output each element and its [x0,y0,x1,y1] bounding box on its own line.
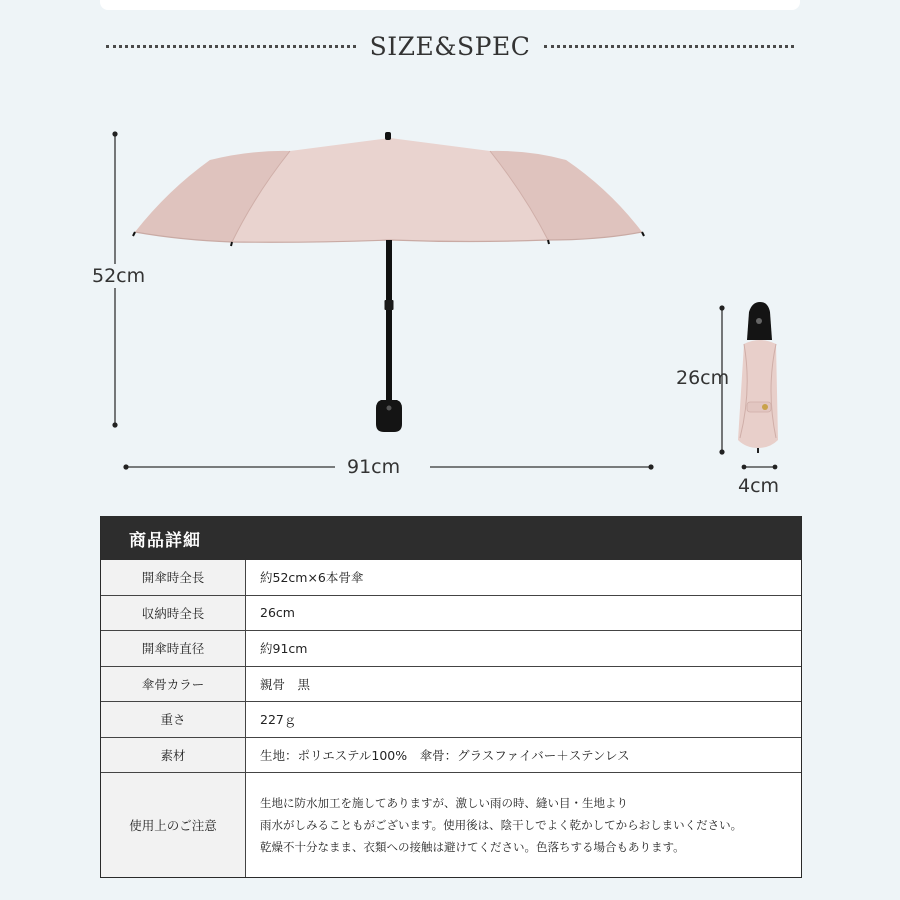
table-row [101,701,801,737]
folded-width-end-left [742,465,747,470]
open-diameter-label: 91cm [339,455,408,479]
folded-handle-button [756,318,762,324]
height-dimension-end-top [112,131,117,136]
table-row [101,630,801,666]
row-value: 26cm [260,605,295,621]
spec-table [100,516,802,878]
row-key: 収納時全長 [101,596,246,631]
folded-canopy [738,340,778,448]
table-row [101,737,801,773]
rib-tip [642,232,644,236]
notice-line: 乾燥不十分なまま、衣類への接触は避けてください。色落ちする場合もあります。 [260,839,685,854]
section-title: SIZE&SPEC [369,31,531,61]
shaft [386,240,392,400]
row-key: 重さ [101,702,246,737]
notice-value [246,773,801,877]
row-value: 親骨 黒 [260,676,311,692]
open-height-label: 52cm [84,264,153,288]
folded-height-end-bottom [719,449,724,454]
folded-snap [762,404,768,410]
row-key: 開傘時直径 [101,631,246,666]
shaft-joint [385,300,394,310]
diameter-dimension-end-left [123,464,128,469]
diameter-dimension-end-right [648,464,653,469]
notice-key: 使用上のご注意 [101,773,246,877]
handle-button [387,406,392,411]
rib-tip [133,232,135,236]
rib-tip [548,240,549,244]
rib-tip [231,242,232,246]
height-dimension-end-bottom [112,422,117,427]
table-row [101,595,801,631]
table-row-notice [101,772,801,877]
folded-umbrella-icon [738,302,778,453]
folded-width-end-right [773,465,778,470]
row-value: 生地：ポリエステル100% 傘骨：グラスファイバー＋ステンレス [260,747,630,763]
row-key: 開傘時全長 [101,560,246,595]
row-key: 傘骨カラー [101,667,246,702]
row-value: 約91cm [260,641,308,657]
umbrella-tip [385,132,391,140]
row-value: 約52cm×6本骨傘 [260,570,364,586]
spec-table-title: 商品詳細 [101,516,801,560]
folded-length-label: 26cm [676,367,730,389]
table-row [101,560,801,595]
notice-line: 生地に防水加工を施してありますが、激しい雨の時、縫い目・生地より [260,795,628,810]
row-key: 素材 [101,738,246,773]
open-umbrella-icon [133,132,644,432]
folded-width-label: 4cm [738,475,780,497]
notice-line: 雨水がしみることもがございます。使用後は、陰干しでよく乾かしてからおしまいください。 [260,817,743,832]
row-value: 227ｇ [260,712,297,728]
folded-height-end-top [719,305,724,310]
table-row [101,666,801,702]
handle [376,400,402,432]
